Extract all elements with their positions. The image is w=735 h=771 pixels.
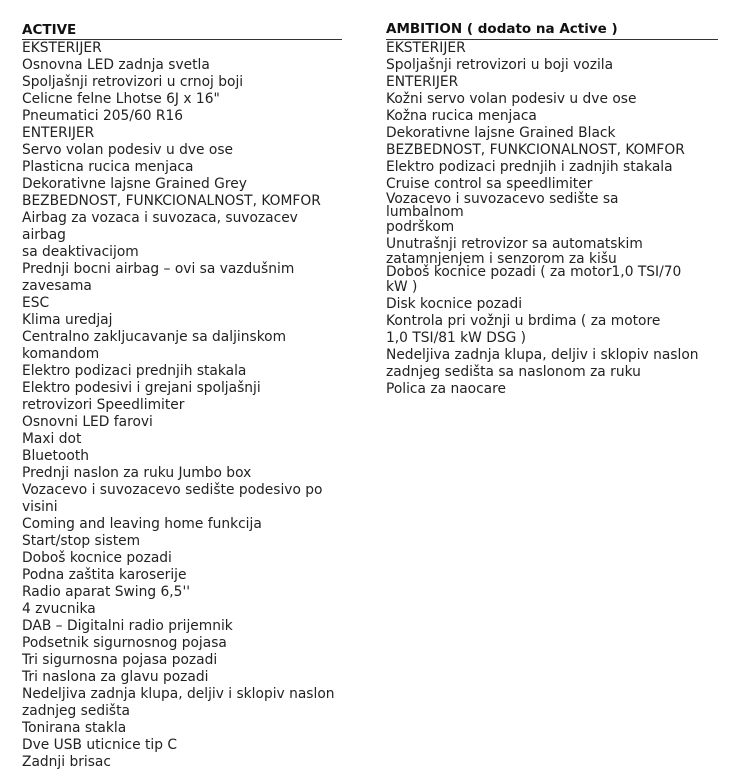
ambition-feature-line: EKSTERIJER (386, 40, 466, 56)
active-feature-line: visini (22, 499, 58, 515)
active-feature-line: Vozacevo i suvozacevo sedište podesivo po (22, 482, 323, 498)
ambition-feature-line: Kontrola pri vožnji u brdima ( za motore (386, 313, 661, 329)
active-feature-line: ENTERIJER (22, 125, 95, 141)
active-feature-line: Radio aparat Swing 6,5'' (22, 584, 191, 600)
active-feature-line: Servo volan podesiv u dve ose (22, 142, 233, 158)
ambition-feature-line: Vozacevo i suvozacevo sedište sa (386, 191, 619, 207)
ambition-feature-line: lumbalnom (386, 204, 464, 220)
ambition-feature-line: zadnjeg sedišta sa naslonom za ruku (386, 364, 641, 380)
ambition-feature-line: Polica za naocare (386, 381, 506, 397)
ambition-feature-line: Spoljašnji retrovizori u boji vozila (386, 57, 614, 73)
ambition-feature-line: BEZBEDNOST, FUNKCIONALNOST, KOMFOR (386, 142, 685, 158)
active-feature-line: Doboš kocnice pozadi (22, 550, 172, 566)
active-column (22, 0, 342, 771)
active-feature-line: Dekorativne lajsne Grained Grey (22, 176, 247, 192)
ambition-feature-line: Kožni servo volan podesiv u dve ose (386, 91, 637, 107)
active-feature-line: Zadnji brisac (22, 754, 111, 770)
ambition-feature-line: Kožna rucica menjaca (386, 108, 537, 124)
active-feature-line: Podsetnik sigurnosnog pojasa (22, 635, 227, 651)
ambition-heading: AMBITION ( dodato na Active ) (386, 20, 718, 40)
ambition-feature-line: Nedeljiva zadnja klupa, deljiv i sklopiv naslon (386, 347, 699, 363)
active-feature-line: komandom (22, 346, 100, 362)
active-feature-line: zadnjeg sedišta (22, 703, 130, 719)
active-feature-line: Centralno zaklјucavanje sa daljinskom (22, 329, 287, 345)
active-feature-line: 4 zvucnika (22, 601, 96, 617)
ambition-feature-line: zatamnjenjem i senzorom za kišu (386, 251, 617, 267)
active-feature-line: Bluetooth (22, 448, 89, 464)
active-feature-line: EKSTERIJER (22, 40, 102, 56)
active-feature-line: Prednji naslon za ruku Jumbo box (22, 465, 252, 481)
active-feature-line: retrovizori Speedlimiter (22, 397, 185, 413)
ambition-column (386, 0, 718, 398)
active-feature-line: Start/stop sistem (22, 533, 141, 549)
active-feature-line: Dve USB uticnice tip C (22, 737, 177, 753)
ambition-feature-line: podrškom (386, 219, 455, 235)
active-feature-line: Klima uredjaj (22, 312, 113, 328)
active-feature-line: DAB – Digitalni radio prijemnik (22, 618, 233, 634)
active-feature-line: Tonirana stakla (22, 720, 127, 736)
active-feature-line: Coming and leaving home funkcija (22, 516, 262, 532)
active-feature-line: Osnovni LED farovi (22, 414, 153, 430)
ambition-feature-line: Disk kocnice pozadi (386, 296, 523, 312)
active-feature-line: BEZBEDNOST, FUNKCIONALNOST, KOMFOR (22, 193, 321, 209)
ambition-feature-line: Elektro podizaci prednjih i zadnjih stakala (386, 159, 673, 175)
active-feature-line: Pneumatici 205/60 R16 (22, 108, 184, 124)
active-feature-line: sa deaktivacijom (22, 244, 139, 260)
ambition-feature-line: Dekorativne lajsne Grained Black (386, 125, 616, 141)
active-feature-line: Spoljašnji retrovizori u crnoj boji (22, 74, 244, 90)
ambition-feature-line: Cruise control sa speedlimiter (386, 176, 593, 192)
ambition-feature-list (386, 40, 718, 398)
ambition-feature-line: kW ) (386, 279, 418, 295)
active-feature-line: Tri sigurnosna pojasa pozadi (22, 652, 218, 668)
active-feature-line: Elektro podizaci prednjih stakala (22, 363, 247, 379)
active-feature-line: Tri naslona za glavu pozadi (22, 669, 209, 685)
active-feature-line: Prednji bocni airbag – ovi sa vazdušnim (22, 261, 295, 277)
active-feature-line: Elektro podesivi i grejani spoljašnji (22, 380, 261, 396)
ambition-feature-line: 1,0 TSI/81 kW DSG ) (386, 330, 527, 346)
active-feature-line: Maxi dot (22, 431, 82, 447)
active-feature-list (22, 40, 342, 771)
active-feature-line: Osnovna LED zadnja svetla (22, 57, 210, 73)
active-feature-line: Podna zaštita karoserije (22, 567, 187, 583)
active-feature-line: Airbag za vozaca i suvozaca, suvozacev (22, 210, 298, 226)
active-feature-line: Celicne felne Lhotse 6J x 16" (22, 91, 220, 107)
active-feature-line: zavesama (22, 278, 92, 294)
active-feature-line: ESC (22, 295, 50, 311)
ambition-feature-line: ENTERIJER (386, 74, 459, 90)
active-feature-line: airbag (22, 227, 66, 243)
ambition-feature-line: Doboš kocnice pozadi ( za motor1,0 TSI/70 (386, 264, 682, 280)
active-heading: ACTIVE (22, 22, 342, 40)
active-feature-line: Nedeljiva zadnja klupa, deljiv i sklopiv naslon (22, 686, 335, 702)
ambition-feature-line: Unutrašnji retrovizor sa automatskim (386, 236, 643, 252)
active-feature-line: Plasticna rucica menjaca (22, 159, 194, 175)
